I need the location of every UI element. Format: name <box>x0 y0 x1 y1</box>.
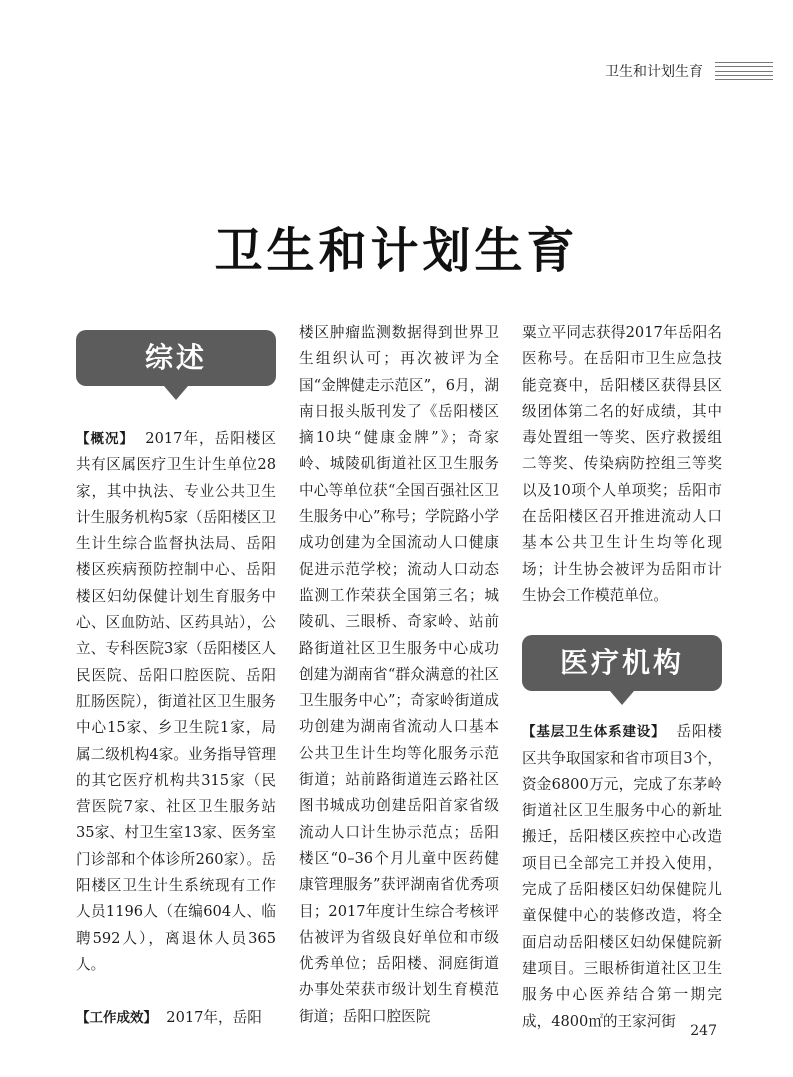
text-achievements-cont: 楼区肿瘤监测数据得到世界卫生组织认可；再次被评为全国“金牌健走示范区”，6月，湖南日报头版刊发了《岳阳楼区摘10块“健康金牌”》；奇家岭、城陵矶街道社区卫生服务中心等单位获“全国百强社区卫生服务中心”称号；学院路小学成功创建为全国流动人口健康促进示范学校；流动人口动态监测工作荣获全国第三名；城陵矶、三眼桥、奇家岭、站前路街道社区卫生服务中心成功创建为湖南省“群众满意的社区卫生服务中心”；奇家岭街道成功创建为湖南省流动人口基本公共卫生计生均等化服务示范街道；站前路街道连云路社区图书城成功创建岳阳首家省级流动人口计生协示范点；岳阳楼区“0–36个月儿童中医药健康管理服务”获评湖南省优秀项目；2017年度计生综合考核评估被评为省级良好单位和市级优秀单位；岳阳楼、洞庭街道办事处荣获市级计划生育模范街道；岳阳口腔医院 <box>299 324 499 1025</box>
running-head <box>605 60 773 82</box>
section-heading-overview: 综述 <box>76 330 276 386</box>
tag-primary-care: 【基层卫生体系建设】 <box>522 724 666 741</box>
running-head-rule-icon <box>715 62 773 80</box>
running-head-title: 卫生和计划生育 <box>605 64 703 80</box>
text-primary-care: 岳阳楼区共争取国家和省市项目3个，资金6800万元，完成了东茅岭街道社区卫生服务中心的新址搬迁，岳阳楼区疾控中心改造项目已全部完工并投入使用，完成了岳阳楼区妇幼保健院儿童保健中心的装修改造，将全面启动岳阳楼区妇幼保健院新建项目。三眼桥街道社区卫生服务中心医养结合第一期完成，4800㎡的王家河街 <box>522 723 722 1030</box>
column-2 <box>299 320 499 1030</box>
tag-overview: 【概况】 <box>76 431 135 447</box>
column-1 <box>76 320 276 1032</box>
paragraph-primary-care <box>522 719 722 1035</box>
text-achievements-start: 2017年，岳阳 <box>166 1009 262 1027</box>
tag-achievements: 【工作成效】 <box>76 1010 157 1027</box>
paragraph-achievements <box>76 1005 276 1031</box>
page-number: 247 <box>690 1023 717 1039</box>
text-achievements-end: 粟立平同志获得2017年岳阳名医称号。在岳阳市卫生应急技能竞赛中，岳阳楼区获得县区级团体第二名的好成绩，其中毒处置组一等奖、医疗救援组二等奖、传染病防控组三等奖以及10项个人单项奖；岳阳市在岳阳楼区召开推进流动人口基本公共卫生计生均等化现场；计生协会被评为岳阳市计生协会工作模范单位。 <box>522 324 722 604</box>
page-title: 卫生和计划生育 <box>214 223 579 280</box>
column-3 <box>522 320 722 1035</box>
section-heading-medical: 医疗机构 <box>522 635 722 691</box>
paragraph-overview <box>76 426 276 978</box>
text-overview: 2017年，岳阳楼区共有区属医疗卫生计生单位28家，其中执法、专业公共卫生计生服务机构5家（岳阳楼区卫生计生综合监督执法局、岳阳楼区疾病预防控制中心、岳阳楼区妇幼保健计划生育服务中心、区血防站、区药具站），公立、专科医院3家（岳阳楼区人民医院、岳阳口腔医院、岳阳肛肠医院），街道社区卫生服务中心15家、乡卫生院1家，局属二级机构4家。业务指导管理的其它医疗机构共315家（民营医院7家、社区卫生服务站35家、村卫生室13家、医务室门诊部和个体诊所260家）。岳阳楼区卫生计生系统现有工作人员1196人（在编604人、临聘592人），离退休人员365人。 <box>76 430 277 973</box>
